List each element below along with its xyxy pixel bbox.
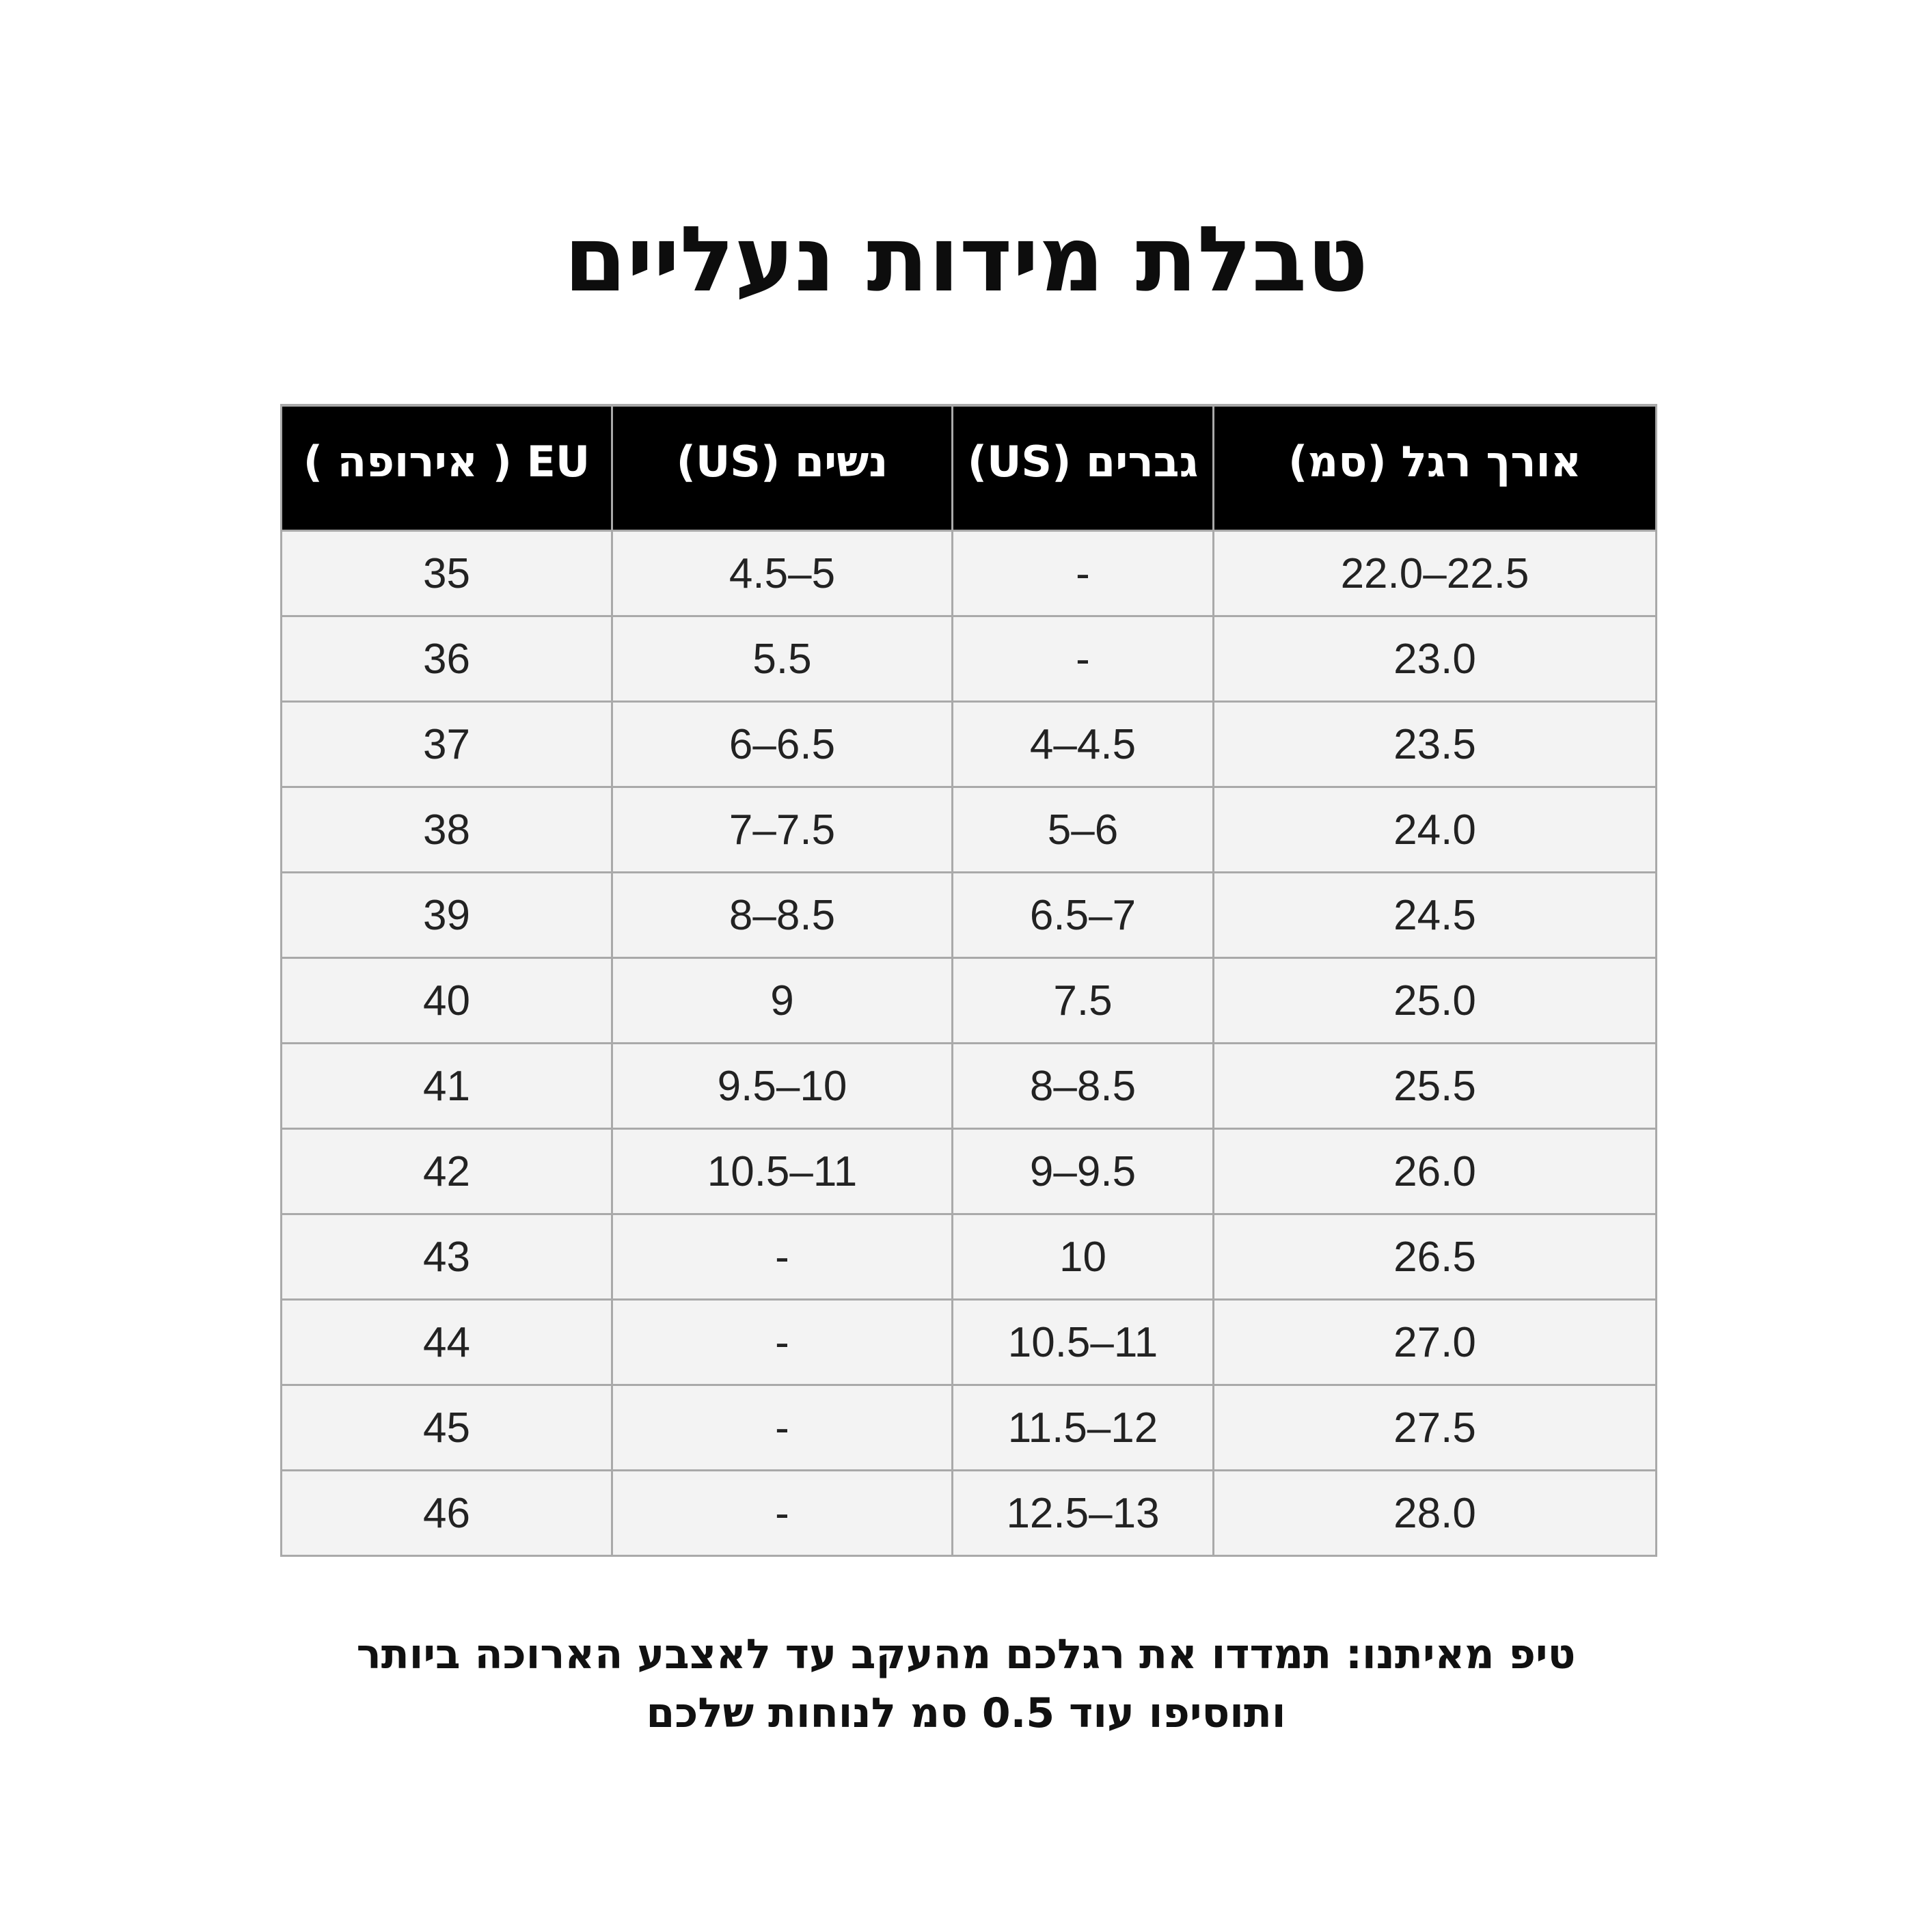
tip-line-1: טיפ מאיתנו: תמדדו את רגלכם מהעקב עד לאצבע הארוכה ביותר	[356, 1631, 1576, 1678]
measurement-tip	[0, 1625, 1932, 1743]
cell-foot-length: 28.0	[1214, 1471, 1657, 1556]
cell-foot-length: 27.0	[1214, 1300, 1657, 1385]
table-row	[282, 1129, 1657, 1214]
header-men-us: גברים (US)	[953, 405, 1214, 531]
table-row	[282, 1214, 1657, 1300]
cell-women-us: 7–7.5	[612, 787, 953, 873]
table-row	[282, 873, 1657, 958]
cell-men-us: 11.5–12	[953, 1385, 1214, 1471]
cell-eu: 45	[282, 1385, 612, 1471]
cell-foot-length: 24.0	[1214, 787, 1657, 873]
size-chart	[280, 404, 1655, 1557]
cell-eu: 42	[282, 1129, 612, 1214]
cell-eu: 41	[282, 1044, 612, 1129]
cell-men-us: 9–9.5	[953, 1129, 1214, 1214]
cell-eu: 38	[282, 787, 612, 873]
cell-eu: 39	[282, 873, 612, 958]
cell-women-us: 5.5	[612, 616, 953, 702]
header-women-us: נשים (US)	[612, 405, 953, 531]
cell-eu: 35	[282, 531, 612, 616]
header-eu: EU ( אירופה )	[282, 405, 612, 531]
tip-line-2: ותוסיפו עוד 0.5 סמ לנוחות שלכם	[646, 1689, 1286, 1737]
table-row	[282, 1300, 1657, 1385]
cell-eu: 46	[282, 1471, 612, 1556]
header-foot-length: אורך רגל (סמ)	[1214, 405, 1657, 531]
cell-foot-length: 23.5	[1214, 702, 1657, 787]
table-row	[282, 787, 1657, 873]
cell-eu: 43	[282, 1214, 612, 1300]
cell-foot-length: 25.0	[1214, 958, 1657, 1044]
cell-foot-length: 24.5	[1214, 873, 1657, 958]
cell-foot-length: 22.0–22.5	[1214, 531, 1657, 616]
table-row	[282, 616, 1657, 702]
cell-men-us: -	[953, 616, 1214, 702]
cell-foot-length: 25.5	[1214, 1044, 1657, 1129]
table-row	[282, 1471, 1657, 1556]
cell-foot-length: 27.5	[1214, 1385, 1657, 1471]
table-row	[282, 531, 1657, 616]
cell-women-us: 4.5–5	[612, 531, 953, 616]
cell-foot-length: 26.0	[1214, 1129, 1657, 1214]
cell-women-us: -	[612, 1385, 953, 1471]
cell-women-us: 9	[612, 958, 953, 1044]
table-row	[282, 958, 1657, 1044]
cell-men-us: 5–6	[953, 787, 1214, 873]
page-title: טבלת מידות נעליים	[564, 207, 1368, 312]
cell-men-us: 10.5–11	[953, 1300, 1214, 1385]
cell-eu: 44	[282, 1300, 612, 1385]
cell-eu: 40	[282, 958, 612, 1044]
cell-men-us: 6.5–7	[953, 873, 1214, 958]
cell-women-us: 6–6.5	[612, 702, 953, 787]
table-body	[282, 531, 1657, 1556]
cell-women-us: -	[612, 1471, 953, 1556]
cell-foot-length: 26.5	[1214, 1214, 1657, 1300]
cell-men-us: 8–8.5	[953, 1044, 1214, 1129]
cell-women-us: 8–8.5	[612, 873, 953, 958]
cell-men-us: 12.5–13	[953, 1471, 1214, 1556]
table-header-row	[282, 405, 1657, 531]
cell-men-us: 4–4.5	[953, 702, 1214, 787]
cell-women-us: -	[612, 1300, 953, 1385]
table-row	[282, 702, 1657, 787]
cell-eu: 37	[282, 702, 612, 787]
cell-men-us: 7.5	[953, 958, 1214, 1044]
cell-men-us: 10	[953, 1214, 1214, 1300]
cell-foot-length: 23.0	[1214, 616, 1657, 702]
cell-women-us: 10.5–11	[612, 1129, 953, 1214]
table-row	[282, 1044, 1657, 1129]
cell-women-us: 9.5–10	[612, 1044, 953, 1129]
cell-women-us: -	[612, 1214, 953, 1300]
cell-eu: 36	[282, 616, 612, 702]
cell-men-us: -	[953, 531, 1214, 616]
table-row	[282, 1385, 1657, 1471]
size-table	[280, 404, 1657, 1557]
